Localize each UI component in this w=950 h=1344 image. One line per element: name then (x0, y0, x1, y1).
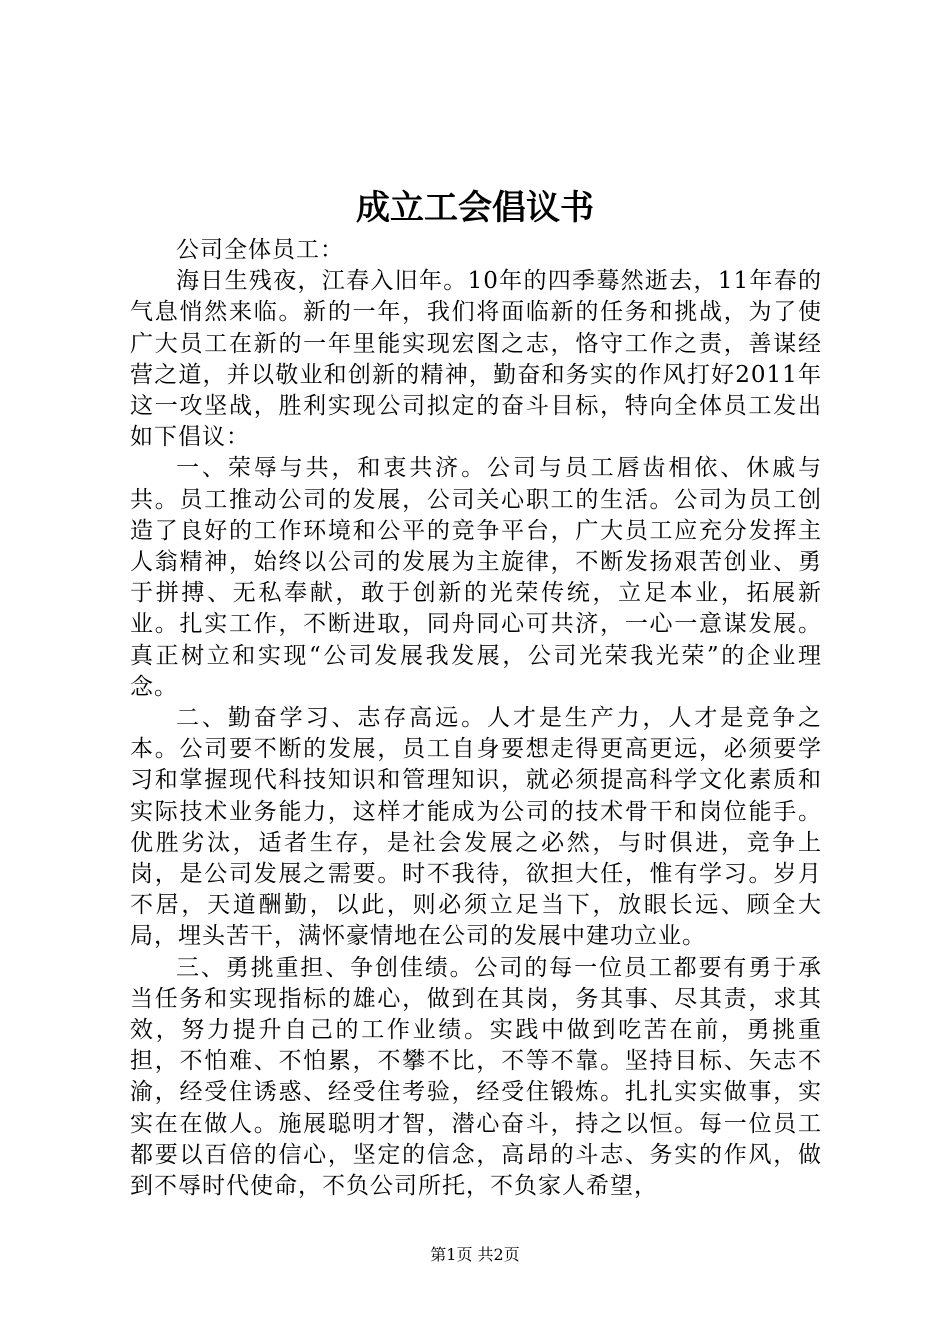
greeting: 公司全体员工： (176, 237, 344, 263)
paragraph-intro: 海日生残夜，江春入旧年。10年的四季蓦然逝去，11年春的气息悄然来临。新的一年，我们将面临新的任务和挑战，为了使广大员工在新的一年里能实现宏图之志，恪守工作之责，善谋经营之道，并以敬业和创新的精神，勤奋和务实的作风打好2011年这一攻坚战，胜利实现公司拟定的奋斗目标，特向全体员工发出如下倡议： (130, 268, 822, 451)
paragraph-point-2: 二、勤奋学习、志存高远。人才是生产力，人才是竞争之本。公司要不断的发展，员工自身要想走得更高更远，必须要学习和掌握现代科技知识和管理知识，就必须提高科学文化素质和实际技术业务能力，这样才能成为公司的技术骨干和岗位能手。优胜劣汰，适者生存，是社会发展之必然，与时俱进，竞争上岗，是公司发展之需要。时不我待，欲担大任，惟有学习。岁月不居，天道酬勤，以此，则必须立足当下，放眼长远、顾全大局，埋头苦干，满怀豪情地在公司的发展中建功立业。 (130, 705, 822, 950)
document-title: 成立工会倡议书 (356, 188, 594, 228)
paragraph-point-1: 一、荣辱与共，和衷共济。公司与员工唇齿相依、休戚与共。员工推动公司的发展，公司关心职工的生活。公司为员工创造了良好的工作环境和公平的竞争平台，广大员工应充分发挥主人翁精神，始终以公司的发展为主旋律，不断发扬艰苦创业、勇于拼搏、无私奉献，敢于创新的光荣传统，立足本业，拓展新业。扎实工作，不断进取，同舟同心可共济，一心一意谋发展。真正树立和实现“公司发展我发展，公司光荣我光荣”的企业理念。 (130, 455, 822, 700)
document-body (130, 235, 822, 1202)
page-footer: 第1页 共2页 (430, 1245, 520, 1264)
paragraph-point-3: 三、勇挑重担、争创佳绩。公司的每一位员工都要有勇于承当任务和实现指标的雄心，做到在其岗，务其事、尽其责，求其效，努力提升自己的工作业绩。实践中做到吃苦在前，勇挑重担，不怕难、不怕累，不攀不比，不等不靠。坚持目标、矢志不渝，经受住诱惑、经受住考验，经受住锻炼。扎扎实实做事，实实在在做人。施展聪明才智，潜心奋斗，持之以恒。每一位员工都要以百倍的信心，坚定的信念，高昂的斗志、务实的作风，做到不辱时代使命，不负公司所托，不负家人希望， (130, 954, 822, 1200)
